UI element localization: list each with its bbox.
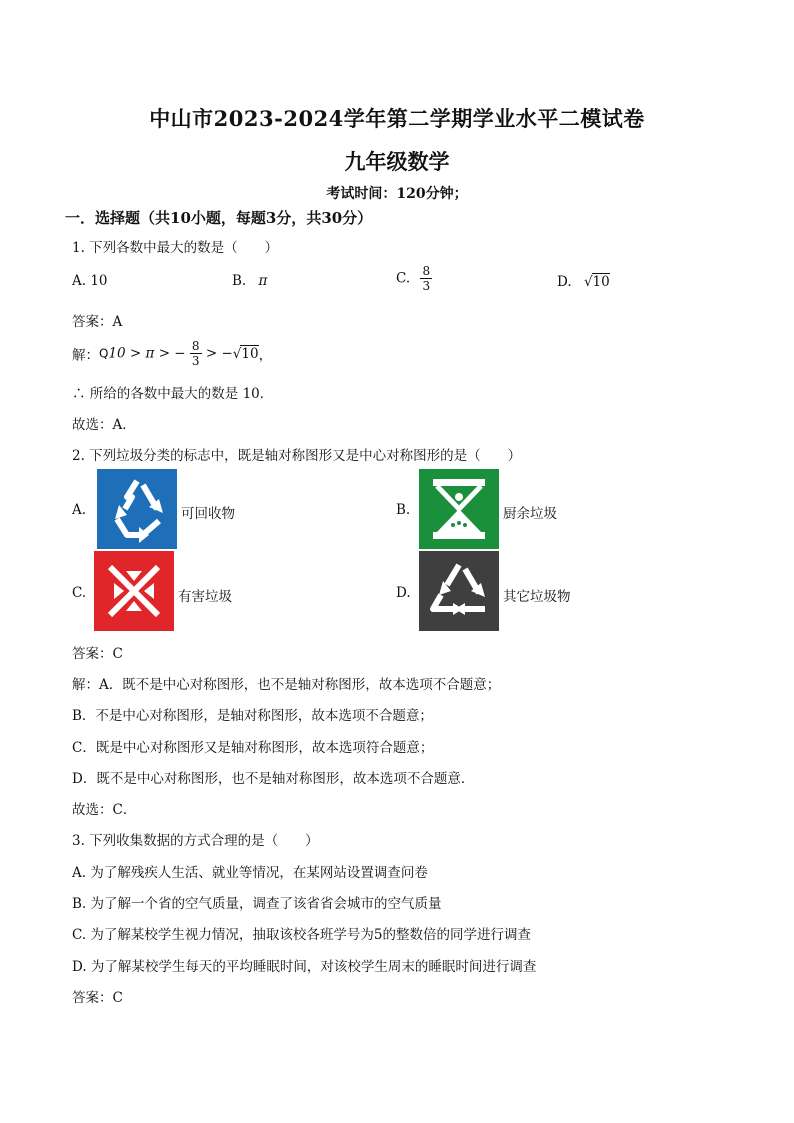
q1-option-b-prefix: B. xyxy=(232,273,247,289)
kitchen-waste-icon xyxy=(419,469,499,549)
q1-option-b xyxy=(232,273,267,289)
q1-solution-fraction-den: 3 xyxy=(191,354,200,368)
q2-answer: 答案：C xyxy=(72,646,123,662)
q1-option-d-sqrt: √10 xyxy=(583,274,610,290)
q2-option-b-prefix: B. xyxy=(396,502,411,518)
q1-solution-fraction-num: 8 xyxy=(191,339,200,353)
q1-answer: 答案：A xyxy=(72,314,123,330)
q1-solution-ineq-2: > − xyxy=(201,345,233,362)
q3-option-b: B. 为了解一个省的空气质量，调查了该省省会城市的空气质量 xyxy=(72,896,442,912)
q2-option-b-label: 厨余垃圾 xyxy=(503,506,557,522)
q2-option-a-prefix: A. xyxy=(72,502,87,518)
q1-solution xyxy=(72,339,272,368)
q2-solution-b: B．不是中心对称图形，是轴对称图形，故本选项不合题意； xyxy=(72,708,433,724)
q3-answer: 答案：C xyxy=(72,990,123,1006)
exam-title: 中山市2023-2024学年第二学期学业水平二模试卷 xyxy=(149,106,645,131)
q2-option-d-prefix: D. xyxy=(396,585,411,601)
q1-option-d-radicand: 10 xyxy=(592,274,610,290)
recyclable-icon xyxy=(97,469,177,549)
q1-option-c-numerator: 8 xyxy=(422,264,431,278)
q1-solution-prefix: 解： xyxy=(72,347,99,364)
q2-option-c-prefix: C. xyxy=(72,585,87,601)
q2-option-a-label: 可回收物 xyxy=(181,506,235,522)
q2-stem: 2. 下列垃圾分类的标志中，既是轴对称图形又是中心对称图形的是（ ） xyxy=(72,448,522,464)
q1-conclusion: 故选：A． xyxy=(72,417,136,433)
section-heading: 一．选择题（共10小题，每题3分，共30分） xyxy=(65,209,373,227)
q3-option-c: C. 为了解某校学生视力情况，抽取该校各班学号为5的整数倍的同学进行调查 xyxy=(72,927,532,943)
q1-solution-line-2: ∴ 所给的各数中最大的数是 10． xyxy=(72,386,274,402)
q3-stem: 3. 下列收集数据的方式合理的是（ ） xyxy=(72,833,319,849)
q1-solution-fraction xyxy=(190,339,202,368)
q1-option-a: A. 10 xyxy=(72,273,108,289)
q2-solution-a: 解：A．既不是中心对称图形，也不是轴对称图形，故本选项不合题意； xyxy=(72,677,501,693)
q1-solution-ineq-1: 10 > π > − xyxy=(108,345,186,362)
other-waste-icon xyxy=(419,551,499,631)
q1-option-b-value: π xyxy=(258,273,268,289)
q1-option-c-fraction xyxy=(420,264,432,293)
exam-time: 考试时间：120分钟； xyxy=(326,186,468,202)
q1-solution-sqrt: √10 xyxy=(232,346,259,362)
q1-solution-end: ， xyxy=(258,347,273,364)
q1-option-c-denominator: 3 xyxy=(422,279,431,293)
q1-solution-q: Q xyxy=(99,346,109,361)
q1-solution-radicand: 10 xyxy=(241,346,259,362)
q2-conclusion: 故选：C． xyxy=(72,802,137,818)
q1-stem: 1. 下列各数中最大的数是（ ） xyxy=(72,240,279,256)
exam-subject: 九年级数学 xyxy=(344,149,450,174)
hazardous-waste-icon xyxy=(94,551,174,631)
q1-option-d xyxy=(557,273,610,290)
q1-option-d-prefix: D. xyxy=(557,274,572,290)
q3-option-d: D. 为了解某校学生每天的平均睡眠时间，对该校学生周末的睡眠时间进行调查 xyxy=(72,959,537,975)
q2-solution-c: C．既是中心对称图形又是轴对称图形，故本选项符合题意； xyxy=(72,740,434,756)
q1-option-c-prefix: C. xyxy=(396,270,411,287)
q2-option-c-label: 有害垃圾 xyxy=(178,589,232,605)
q2-option-d-label: 其它垃圾物 xyxy=(503,589,571,605)
q3-option-a: A. 为了解残疾人生活、就业等情况，在某网站设置调查问卷 xyxy=(72,865,428,881)
q1-option-c xyxy=(396,264,432,293)
q2-solution-d: D．既不是中心对称图形，也不是轴对称图形，故本选项不合题意． xyxy=(72,771,475,787)
